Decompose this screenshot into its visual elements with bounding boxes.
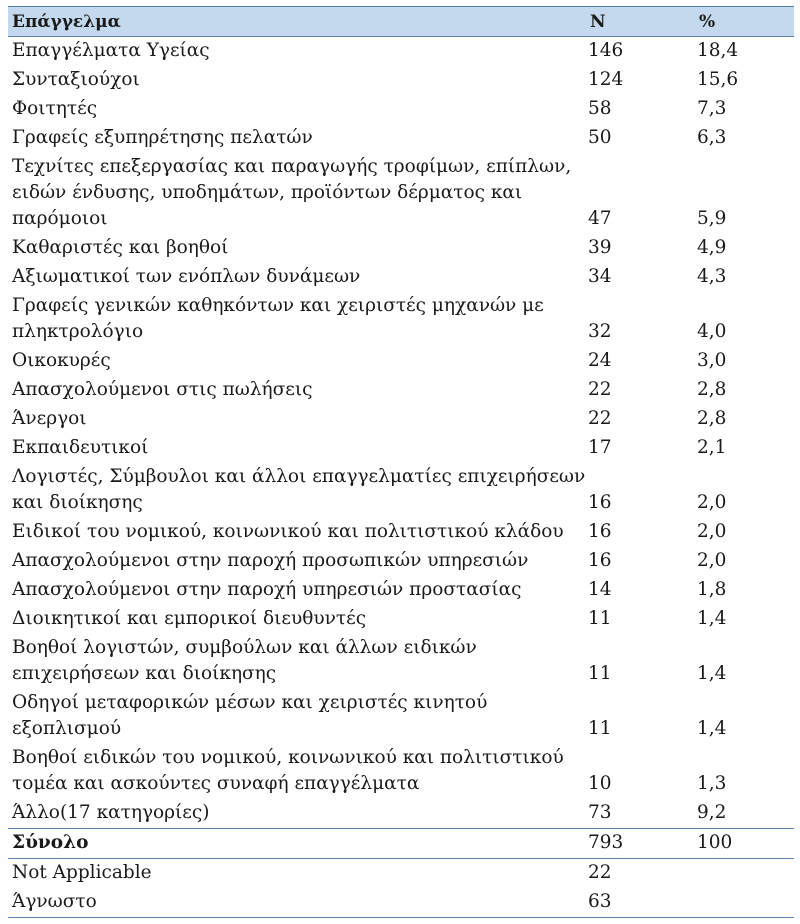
cell-percent xyxy=(695,888,794,918)
cell-percent: 100 xyxy=(695,829,794,859)
cell-percent: 4,0 xyxy=(697,321,727,342)
cell-n: 11 xyxy=(588,608,612,629)
table-row xyxy=(8,744,794,799)
table-row xyxy=(8,605,794,634)
cell-n: 63 xyxy=(586,888,695,918)
table-row xyxy=(8,263,794,292)
header-n: N xyxy=(586,7,695,37)
table-row xyxy=(8,689,794,744)
occupation-table xyxy=(8,6,794,918)
cell-n: 34 xyxy=(588,266,612,287)
cell-n: 73 xyxy=(588,802,612,823)
table-row xyxy=(8,434,794,463)
header-occupation: Επάγγελμα xyxy=(8,7,586,37)
cell-n: 39 xyxy=(588,237,612,258)
cell-occupation: Λογιστές, Σύμβουλοι και άλλοι επαγγελματίες επιχειρήσεων και διοίκησης xyxy=(12,466,586,513)
cell-n: 58 xyxy=(588,98,612,119)
cell-occupation: Άνεργοι xyxy=(12,408,87,429)
table-row xyxy=(8,888,794,918)
cell-n: 47 xyxy=(588,208,612,229)
table-row xyxy=(8,153,794,234)
table-row xyxy=(8,576,794,605)
table-row xyxy=(8,859,794,889)
cell-occupation: Τεχνίτες επεξεργασίας και παραγωγής τροφίμων, επίπλων, ειδών ένδυσης, υποδημάτων, προϊόντων δέρματος και παρόμοιοι xyxy=(12,156,572,229)
cell-n: 16 xyxy=(588,492,612,513)
cell-occupation: Οδηγοί μεταφορικών μέσων και χειριστές κινητού εξοπλισμού xyxy=(12,692,488,739)
cell-occupation: Άλλο(17 κατηγορίες) xyxy=(12,802,210,823)
cell-n: 22 xyxy=(588,408,612,429)
table-body xyxy=(8,37,794,918)
table-row xyxy=(8,95,794,124)
table-row xyxy=(8,547,794,576)
table-row xyxy=(8,37,794,67)
cell-occupation: Αξιωματικοί των ενόπλων δυνάμεων xyxy=(12,266,361,287)
cell-percent: 9,2 xyxy=(697,802,727,823)
cell-occupation: Εκπαιδευτικοί xyxy=(12,437,149,458)
cell-percent: 4,3 xyxy=(697,266,727,287)
table-header xyxy=(8,7,794,37)
cell-percent: 6,3 xyxy=(697,127,727,148)
cell-occupation: Βοηθοί λογιστών, συμβούλων και άλλων ειδικών επιχειρήσεων και διοίκησης xyxy=(12,637,477,684)
cell-n: 16 xyxy=(588,521,612,542)
cell-percent: 2,8 xyxy=(697,379,727,400)
table-row xyxy=(8,124,794,153)
cell-n: 10 xyxy=(588,773,612,794)
cell-n: 22 xyxy=(588,862,612,883)
table-row xyxy=(8,634,794,689)
cell-n: 22 xyxy=(588,379,612,400)
table-row xyxy=(8,799,794,829)
cell-percent: 2,0 xyxy=(697,550,727,571)
occupation-table-container xyxy=(8,6,794,918)
cell-n: 11 xyxy=(588,663,612,684)
cell-n: 11 xyxy=(588,718,612,739)
cell-n: 16 xyxy=(588,550,612,571)
cell-occupation: Οικοκυρές xyxy=(12,350,111,371)
table-row xyxy=(8,292,794,347)
cell-percent: 2,1 xyxy=(697,437,727,458)
table-row xyxy=(8,376,794,405)
cell-percent: 3,0 xyxy=(697,350,727,371)
cell-occupation: Απασχολούμενοι στην παροχή υπηρεσιών προστασίας xyxy=(12,579,522,600)
cell-percent: 2,0 xyxy=(697,492,727,513)
cell-percent: 1,4 xyxy=(697,718,727,739)
cell-occupation: Not Applicable xyxy=(12,862,152,883)
table-row xyxy=(8,234,794,263)
cell-occupation: Βοηθοί ειδικών του νομικού, κοινωνικού και πολιτιστικού τομέα και ασκούντες συναφή επαγγέλματα xyxy=(12,747,564,794)
cell-n: 50 xyxy=(588,127,612,148)
table-row xyxy=(8,347,794,376)
cell-n: 124 xyxy=(588,69,624,90)
table-row xyxy=(8,405,794,434)
cell-percent xyxy=(695,859,794,889)
cell-percent: 1,3 xyxy=(697,773,727,794)
total-row xyxy=(8,829,794,859)
cell-percent: 2,0 xyxy=(697,521,727,542)
cell-n: 146 xyxy=(588,40,624,61)
cell-occupation: Καθαριστές και βοηθοί xyxy=(12,237,229,258)
cell-n: 14 xyxy=(588,579,612,600)
table-row xyxy=(8,518,794,547)
cell-percent: 7,3 xyxy=(697,98,727,119)
cell-occupation: Απασχολούμενοι στις πωλήσεις xyxy=(12,379,313,400)
header-row xyxy=(8,7,794,37)
header-percent: % xyxy=(695,7,794,37)
cell-n: 793 xyxy=(586,829,695,859)
table-row xyxy=(8,66,794,95)
cell-n: 24 xyxy=(588,350,612,371)
cell-occupation: Επαγγέλματα Υγείας xyxy=(12,40,210,61)
cell-percent: 15,6 xyxy=(697,69,739,90)
cell-n: 17 xyxy=(588,437,612,458)
cell-percent: 18,4 xyxy=(697,40,739,61)
cell-occupation: Γραφείς γενικών καθηκόντων και χειριστές μηχανών με πληκτρολόγιο xyxy=(12,295,544,342)
cell-occupation: Διοικητικοί και εμπορικοί διευθυντές xyxy=(12,608,367,629)
cell-percent: 1,8 xyxy=(697,579,727,600)
cell-percent: 1,4 xyxy=(697,608,727,629)
cell-occupation: Άγνωστο xyxy=(8,888,586,918)
cell-occupation: Συνταξιούχοι xyxy=(12,69,140,90)
cell-occupation: Σύνολο xyxy=(8,829,586,859)
cell-occupation: Γραφείς εξυπηρέτησης πελατών xyxy=(12,127,313,148)
cell-occupation: Ειδικοί του νομικού, κοινωνικού και πολιτιστικού κλάδου xyxy=(12,521,564,542)
cell-percent: 4,9 xyxy=(697,237,727,258)
cell-occupation: Φοιτητές xyxy=(12,98,98,119)
table-row xyxy=(8,463,794,518)
cell-percent: 1,4 xyxy=(697,663,727,684)
cell-n: 32 xyxy=(588,321,612,342)
cell-occupation: Απασχολούμενοι στην παροχή προσωπικών υπηρεσιών xyxy=(12,550,529,571)
cell-percent: 5,9 xyxy=(697,208,727,229)
cell-percent: 2,8 xyxy=(697,408,727,429)
